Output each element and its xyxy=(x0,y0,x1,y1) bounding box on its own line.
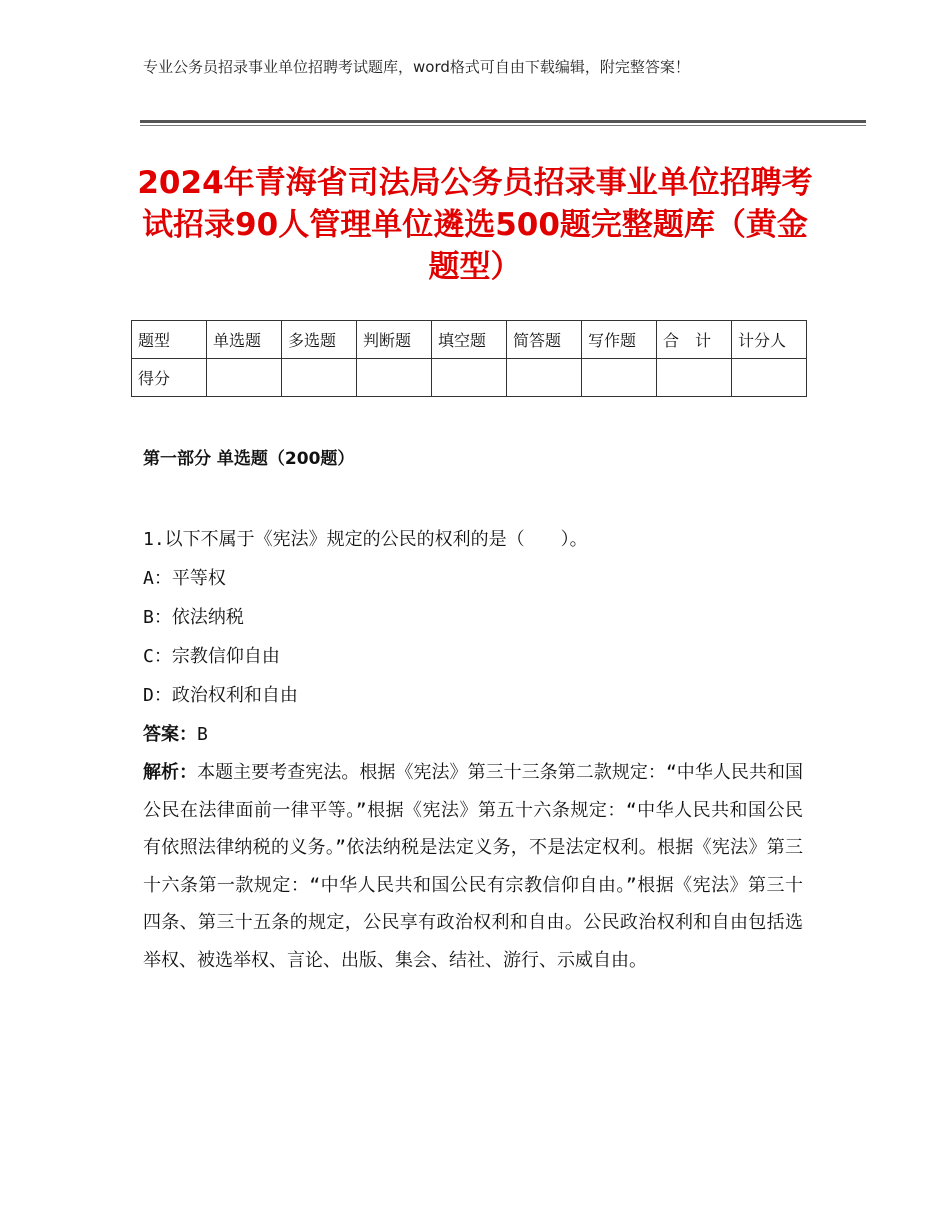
score-table-header-cell: 多选题 xyxy=(282,321,357,359)
analysis-text: 本题主要考查宪法。根据《宪法》第三十三条第二款规定：“中华人民共和国公民在法律面前一律平等。”根据《宪法》第五十六条规定：“中华人民共和国公民有依照法律纳税的义务。”依法纳税是法定义务，不是法定权利。根据《宪法》第三十六条第一款规定：“中华人民共和国公民有宗教信仰自由。”根据《宪法》第三十四条、第三十五条的规定，公民享有政治权利和自由。公民政治权利和自由包括选举权、被选举权、言论、出版、集会、结社、游行、示威自由。 xyxy=(143,762,804,971)
analysis-label: 解析： xyxy=(143,762,198,783)
score-table xyxy=(131,320,807,397)
option-d: D：政治权利和自由 xyxy=(143,685,298,706)
analysis-paragraph xyxy=(143,754,803,979)
score-cell xyxy=(582,359,657,397)
section-heading: 第一部分 单选题（200题） xyxy=(143,449,355,469)
score-table-header-cell: 题型 xyxy=(132,321,207,359)
score-cell xyxy=(507,359,582,397)
question-block xyxy=(143,520,803,979)
option-b: B：依法纳税 xyxy=(143,607,244,628)
score-table-header-cell: 单选题 xyxy=(207,321,282,359)
score-cell xyxy=(657,359,732,397)
score-table-row-label: 得分 xyxy=(132,359,207,397)
score-cell xyxy=(282,359,357,397)
question-stem: 1.以下不属于《宪法》规定的公民的权利的是（ ）。 xyxy=(143,529,588,550)
score-table-header-cell: 填空题 xyxy=(432,321,507,359)
score-cell xyxy=(207,359,282,397)
score-table-header-row xyxy=(132,321,807,359)
header-rule-thick xyxy=(140,120,866,123)
score-table-score-row xyxy=(132,359,807,397)
score-cell xyxy=(432,359,507,397)
answer-label: 答案： xyxy=(143,724,197,745)
document-title: 2024年青海省司法局公务员招录事业单位招聘考试招录90人管理单位遴选500题完整题库（黄金题型） xyxy=(137,165,813,285)
score-cell xyxy=(732,359,807,397)
score-table-header-cell: 判断题 xyxy=(357,321,432,359)
score-table-header-cell: 简答题 xyxy=(507,321,582,359)
header-rule-thin xyxy=(140,125,866,126)
score-table-header-cell: 写作题 xyxy=(582,321,657,359)
score-cell xyxy=(357,359,432,397)
score-table-header-cell: 计分人 xyxy=(732,321,807,359)
option-a: A：平等权 xyxy=(143,568,226,589)
page-header-text: 专业公务员招录事业单位招聘考试题库，word格式可自由下载编辑，附完整答案！ xyxy=(143,58,690,76)
option-c: C：宗教信仰自由 xyxy=(143,646,280,667)
answer-line xyxy=(143,715,803,754)
answer-value: B xyxy=(197,724,208,745)
score-table-header-cell: 合 计 xyxy=(657,321,732,359)
